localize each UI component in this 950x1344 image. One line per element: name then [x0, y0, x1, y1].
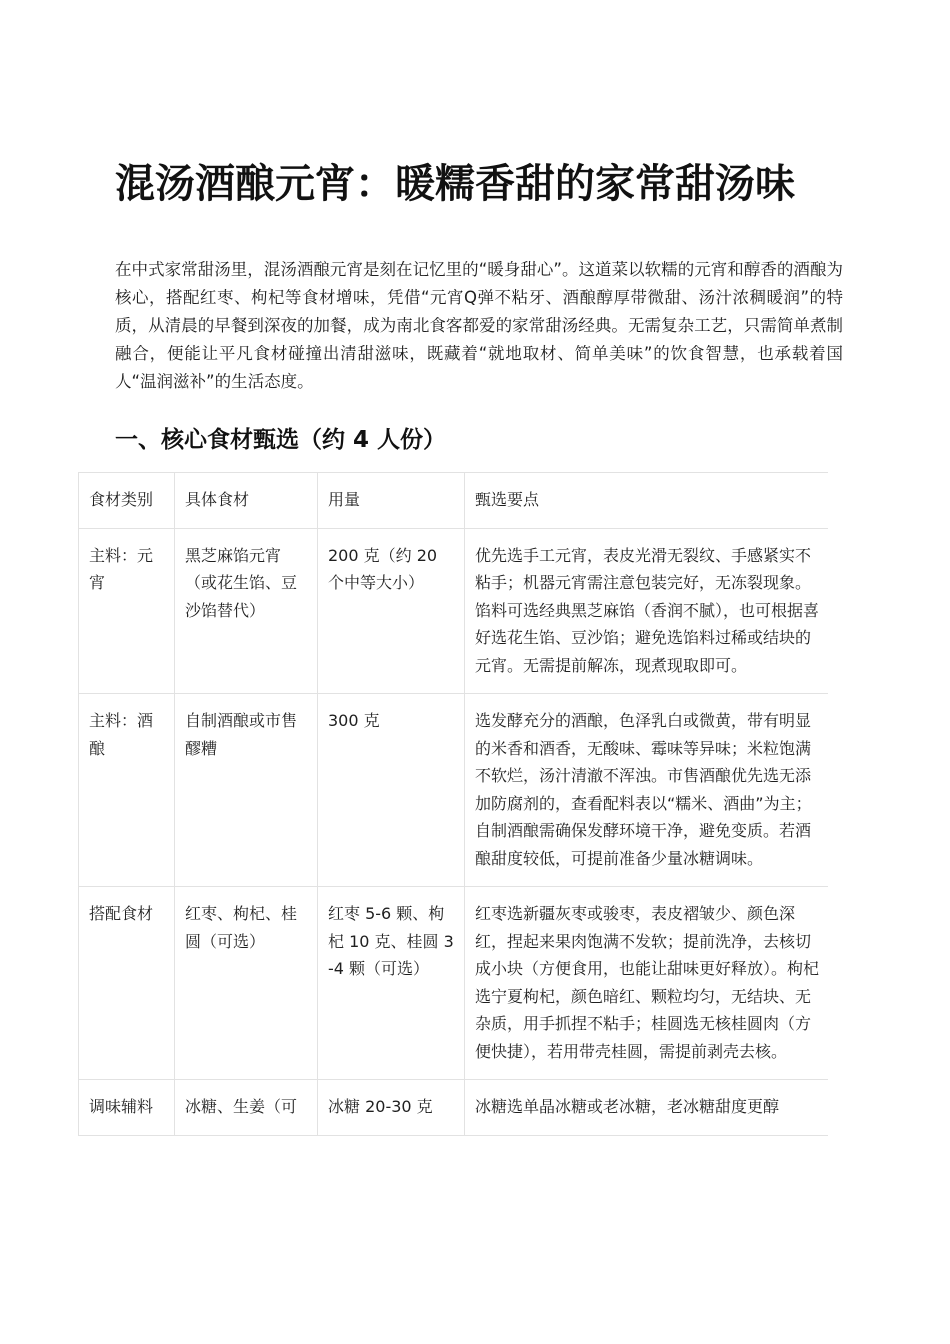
page-title: 混汤酒酿元宵：暖糯香甜的家常甜汤味	[115, 161, 795, 207]
cell-category: 主料：元宵	[79, 528, 175, 694]
header-amount: 用量	[318, 473, 465, 529]
cell-notes: 红枣选新疆灰枣或骏枣，表皮褶皱少、颜色深红，捏起来果肉饱满不发软；提前洗净，去核切成小块（方便食用，也能让甜味更好释放）。枸杞选宁夏枸杞，颜色暗红、颗粒均匀，无结块、无杂质，用手抓捏不粘手；桂圆选无核桂圆肉（方便快捷），若用带壳桂圆，需提前剥壳去核。	[465, 887, 829, 1080]
cell-category: 主料：酒酿	[79, 694, 175, 887]
ingredients-table	[78, 472, 828, 1136]
table-row	[79, 887, 829, 1080]
cell-notes: 优先选手工元宵，表皮光滑无裂纹、手感紧实不粘手；机器元宵需注意包装完好，无冻裂现象。馅料可选经典黑芝麻馅（香润不腻），也可根据喜好选花生馅、豆沙馅；避免选馅料过稀或结块的元宵。无需提前解冻，现煮现取即可。	[465, 528, 829, 694]
cell-amount: 冰糖 20-30 克	[318, 1080, 465, 1136]
table-header-row	[79, 473, 829, 529]
cell-notes: 冰糖选单晶冰糖或老冰糖，老冰糖甜度更醇	[465, 1080, 829, 1136]
cell-amount: 红枣 5-6 颗、枸杞 10 克、桂圆 3-4 颗（可选）	[318, 887, 465, 1080]
intro-paragraph: 在中式家常甜汤里，混汤酒酿元宵是刻在记忆里的“暖身甜心”。这道菜以软糯的元宵和醇香的酒酿为核心，搭配红枣、枸杞等食材增味，凭借“元宵Q弹不粘牙、酒酿醇厚带微甜、汤汁浓稠暖润”的特质，从清晨的早餐到深夜的加餐，成为南北食客都爱的家常甜汤经典。无需复杂工艺，只需简单煮制融合，便能让平凡食材碰撞出清甜滋味，既藏着“就地取材、简单美味”的饮食智慧，也承载着国人“温润滋补”的生活态度。	[115, 260, 843, 391]
cell-category: 调味辅料	[79, 1080, 175, 1136]
cell-amount: 300 克	[318, 694, 465, 887]
cell-category: 搭配食材	[79, 887, 175, 1080]
header-ingredient: 具体食材	[175, 473, 318, 529]
cell-ingredient: 黑芝麻馅元宵（或花生馅、豆沙馅替代）	[175, 528, 318, 694]
cell-ingredient: 冰糖、生姜（可	[175, 1080, 318, 1136]
cell-ingredient: 自制酒酿或市售醪糟	[175, 694, 318, 887]
table-row	[79, 694, 829, 887]
header-notes: 甄选要点	[465, 473, 829, 529]
cell-ingredient: 红枣、枸杞、桂圆（可选）	[175, 887, 318, 1080]
cell-amount: 200 克（约 20 个中等大小）	[318, 528, 465, 694]
table-row	[79, 528, 829, 694]
section-heading: 一、核心食材甄选（约 4 人份）	[115, 427, 447, 453]
ingredients-table-container	[78, 472, 828, 1218]
table-row	[79, 1080, 829, 1136]
cell-notes: 选发酵充分的酒酿，色泽乳白或微黄，带有明显的米香和酒香，无酸味、霉味等异味；米粒饱满不软烂，汤汁清澈不浑浊。市售酒酿优先选无添加防腐剂的，查看配料表以“糯米、酒曲”为主；自制酒酿需确保发酵环境干净，避免变质。若酒酿甜度较低，可提前准备少量冰糖调味。	[465, 694, 829, 887]
header-category: 食材类别	[79, 473, 175, 529]
